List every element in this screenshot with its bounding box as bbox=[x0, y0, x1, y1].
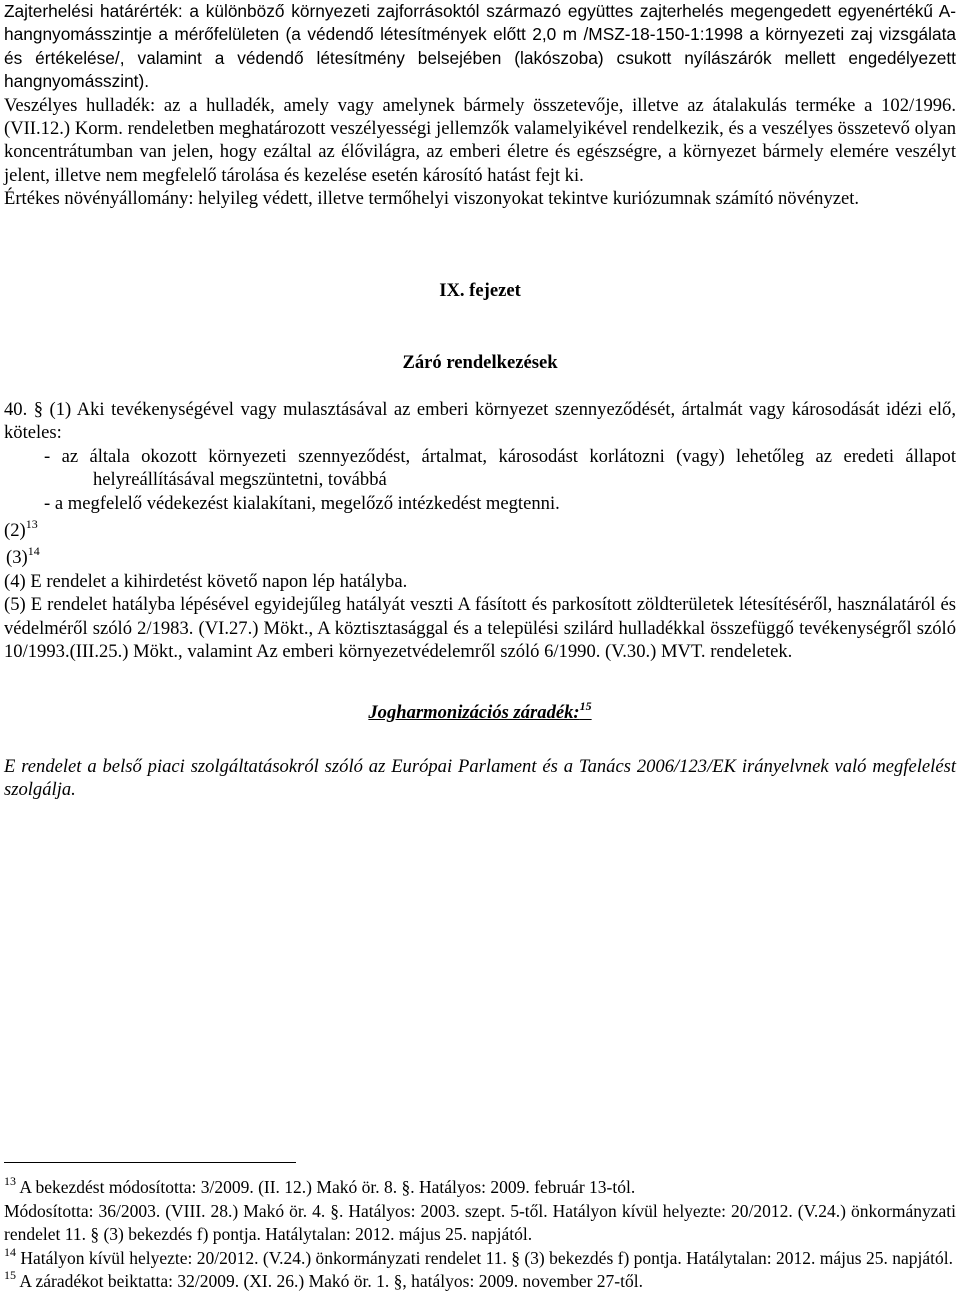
footnote-text: Módosította: 36/2003. (VIII. 28.) Makó ör. 4. §. Hatályos: 2003. szept. 5-től. Hatályon kívül helyezte: 20/2012. (V.24.) önkormányzati rendelet 11. § (3) bekezdés f) pontja. Hatálytalan: 2012. május 25. napjától. bbox=[4, 1200, 956, 1244]
definition-noise-limit: Zajterhelési határérték: a különböző környezeti zajforrásoktól származó együttes zajterhelés megengedett egyenértékű A-hangnyomásszintje a mérőfelületen (a védendő létesítmények előtt 2,0 m /MSZ-18-150-1:1998 a környezeti zaj vizsgálata és értékelése/, valamint a védendő létesítmény belsejében (lakószoba) csukott nyílászárók mellett engedélyezett hangnyomásszint). bbox=[4, 1, 956, 92]
section-40-item-1-text: - az általa okozott környezeti szennyeződést, ártalmat, károsodást korlátozni (vagy) lehetőleg az eredeti állapot helyreállításával megszüntetni, továbbá bbox=[44, 445, 956, 491]
jogharmonizacios-text: E rendelet a belső piaci szolgáltatásokról szóló az Európai Parlament és a Tanács 2006/123/EK irányelvnek való megfelelést szolgálja. bbox=[4, 756, 956, 801]
footnote-number: 15 bbox=[4, 1268, 16, 1282]
jogharmonizacios-title bbox=[4, 699, 956, 724]
footnote-13-cont bbox=[4, 1200, 956, 1247]
section-40-item-1 bbox=[4, 445, 956, 492]
footnote-ref-15[interactable]: 15 bbox=[579, 699, 592, 713]
footnote-number: 13 bbox=[4, 1174, 16, 1188]
para-2-label: (2) bbox=[4, 520, 26, 542]
chapter-title: Záró rendelkezések bbox=[402, 352, 558, 373]
para-3-label: (3) bbox=[6, 547, 28, 569]
footnote-number: 14 bbox=[4, 1244, 16, 1259]
footnote-13 bbox=[4, 1176, 956, 1200]
section-40-para-3 bbox=[4, 546, 956, 569]
footnote-separator bbox=[4, 1162, 296, 1163]
definition-valuable-vegetation: Értékes növényállomány: helyileg védett, illetve termőhelyi viszonyokat tekintve kuriózumnak számító növényzet. bbox=[4, 188, 860, 210]
section-40-item-2: - a megfelelő védekezést kialakítani, megelőző intézkedést megtenni. bbox=[44, 492, 560, 514]
footnote-15 bbox=[4, 1270, 956, 1294]
footnote-text: Hatályon kívül helyezte: 20/2012. (V.24.) önkormányzati rendelet 11. § (3) bekezdés f) pontja. Hatálytalan: 2012. május 25. napjától. bbox=[20, 1247, 953, 1268]
footnote-ref-13[interactable]: 13 bbox=[25, 517, 38, 532]
footnote-text: A záradékot beiktatta: 32/2009. (XI. 26.) Makó ör. 1. §, hatályos: 2009. november 27-től. bbox=[19, 1271, 643, 1291]
footnote-ref-14[interactable]: 14 bbox=[27, 544, 40, 559]
section-40-para-2 bbox=[4, 519, 956, 542]
section-40-intro: 40. § (1) Aki tevékenységével vagy mulasztásával az emberi környezet szennyeződését, ártalmát vagy károsodását idézi elő, köteles: bbox=[4, 399, 956, 444]
footnotes bbox=[4, 1176, 956, 1294]
chapter-heading: IX. fejezet bbox=[439, 280, 521, 301]
footnote-14 bbox=[4, 1244, 956, 1271]
jogharmonizacios-text-block bbox=[4, 755, 956, 802]
section-40-para-4: (4) E rendelet a kihirdetést követő napon lép hatályba. bbox=[4, 570, 408, 592]
section-40-para-5: (5) E rendelet hatályba lépésével egyidejűleg hatályát veszti A fásított és parkosított zöldterületek létesítéséről, használatáról és védelméről szóló 2/1983. (VI.27.) Mökt., A köztisztasággal és a települési szilárd hulladékkal összefüggő tevékenységről szóló 10/1993.(III.25.) Mökt., valamint Az emberi környezetvédelemről szóló 6/1990. (V.30.) MVT. rendeletek. bbox=[4, 594, 956, 663]
footnote-text: A bekezdést módosította: 3/2009. (II. 12.) Makó ör. 8. §. Hatályos: 2009. február 13-tól. bbox=[19, 1177, 636, 1197]
jog-title-text: Jogharmonizációs záradék: bbox=[368, 702, 580, 723]
section-40 bbox=[4, 398, 956, 663]
definitions-block bbox=[4, 0, 956, 211]
definition-hazardous-waste: Veszélyes hulladék: az a hulladék, amely vagy amelynek bármely összetevője, illetve az átalakulás terméke a 102/1996. (VII.12.) Korm. rendeletben meghatározott veszélyességi jellemzők valamelyikével rendelkezik, és a veszélyes összetevő olyan koncentrátumban van jelen, hogy ezáltal az élővilágra, az emberi életre és egészségre, a környezet bármely elemére veszélyt jelent, illetve nem megfelelő tárolása és kezelése esetén károsító hatást fejt ki. bbox=[4, 94, 956, 186]
